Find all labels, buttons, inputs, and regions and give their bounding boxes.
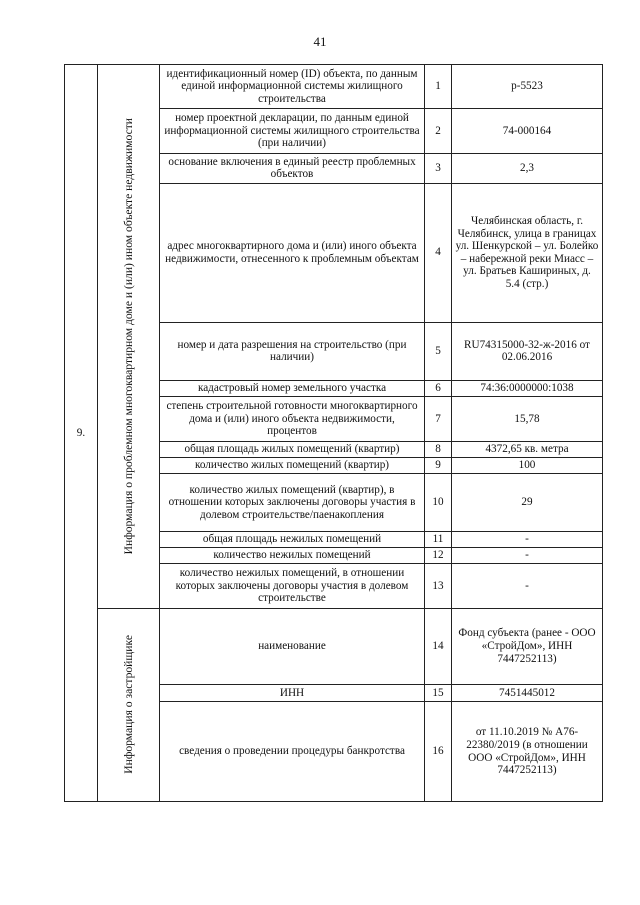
- table-row: [65, 65, 603, 109]
- row-value: 29: [452, 473, 603, 531]
- row-label: количество нежилых помещений: [160, 548, 425, 564]
- row-number: 9.: [65, 65, 98, 802]
- row-value: 15,78: [452, 397, 603, 441]
- row-value: -: [452, 564, 603, 608]
- row-num: 7: [425, 397, 452, 441]
- row-value: 4372,65 кв. метра: [452, 441, 603, 457]
- row-num: 11: [425, 532, 452, 548]
- row-num: 9: [425, 457, 452, 473]
- row-value: 74-000164: [452, 109, 603, 153]
- row-num: 2: [425, 109, 452, 153]
- section-title-object-text: Информация о проблемном многоквартирном доме и (или) ином объекте недвижимости: [122, 118, 135, 555]
- section-title-developer-text: Информация о застройщике: [122, 635, 135, 775]
- row-num: 4: [425, 183, 452, 322]
- row-num: 14: [425, 608, 452, 685]
- row-value: Фонд субъекта (ранее - ООО «СтройДом», ИНН 7447252113): [452, 608, 603, 685]
- row-value: -: [452, 532, 603, 548]
- row-value: 7451445012: [452, 685, 603, 702]
- row-value: Челябинская область, г. Челябинск, улица в границах ул. Шенкурской – ул. Болейко – набережной реки Миасс – ул. Братьев Кашириных, д. 5.4 (стр.): [452, 183, 603, 322]
- row-value: 2,3: [452, 153, 603, 183]
- row-num: 16: [425, 702, 452, 802]
- row-num: 13: [425, 564, 452, 608]
- row-num: 10: [425, 473, 452, 531]
- row-value: от 11.10.2019 № А76-22380/2019 (в отношении ООО «СтройДом», ИНН 7447252113): [452, 702, 603, 802]
- row-label: адрес многоквартирного дома и (или) иного объекта недвижимости, отнесенного к проблемным объектам: [160, 183, 425, 322]
- row-label: количество жилых помещений (квартир): [160, 457, 425, 473]
- section-title-developer: [98, 608, 160, 801]
- row-value: 74:36:0000000:1038: [452, 381, 603, 397]
- row-label: количество жилых помещений (квартир), в отношении которых заключены договоры участия в долевом строительстве/паенакопления: [160, 473, 425, 531]
- row-num: 3: [425, 153, 452, 183]
- row-label: основание включения в единый реестр проблемных объектов: [160, 153, 425, 183]
- table-row: [65, 608, 603, 685]
- row-num: 8: [425, 441, 452, 457]
- row-num: 1: [425, 65, 452, 109]
- row-label: наименование: [160, 608, 425, 685]
- row-label: номер проектной декларации, по данным единой информационной системы жилищного строительства (при наличии): [160, 109, 425, 153]
- row-value: 100: [452, 457, 603, 473]
- row-label: кадастровый номер земельного участка: [160, 381, 425, 397]
- row-label: количество нежилых помещений, в отношении которых заключены договоры участия в долевом строительстве: [160, 564, 425, 608]
- row-num: 12: [425, 548, 452, 564]
- row-value: р-5523: [452, 65, 603, 109]
- row-label: номер и дата разрешения на строительство (при наличии): [160, 322, 425, 380]
- row-value: RU74315000-32-ж-2016 от 02.06.2016: [452, 322, 603, 380]
- row-num: 15: [425, 685, 452, 702]
- row-label: ИНН: [160, 685, 425, 702]
- row-label: степень строительной готовности многоквартирного дома и (или) иного объекта недвижимости, процентов: [160, 397, 425, 441]
- row-label: общая площадь нежилых помещений: [160, 532, 425, 548]
- row-num: 6: [425, 381, 452, 397]
- object-info-table: [64, 64, 603, 802]
- row-num: 5: [425, 322, 452, 380]
- page-number: 41: [313, 34, 327, 49]
- row-label: общая площадь жилых помещений (квартир): [160, 441, 425, 457]
- section-title-object: [98, 65, 160, 609]
- row-label: идентификационный номер (ID) объекта, по данным единой информационной системы жилищного строительства: [160, 65, 425, 109]
- row-value: -: [452, 548, 603, 564]
- row-label: сведения о проведении процедуры банкротства: [160, 702, 425, 802]
